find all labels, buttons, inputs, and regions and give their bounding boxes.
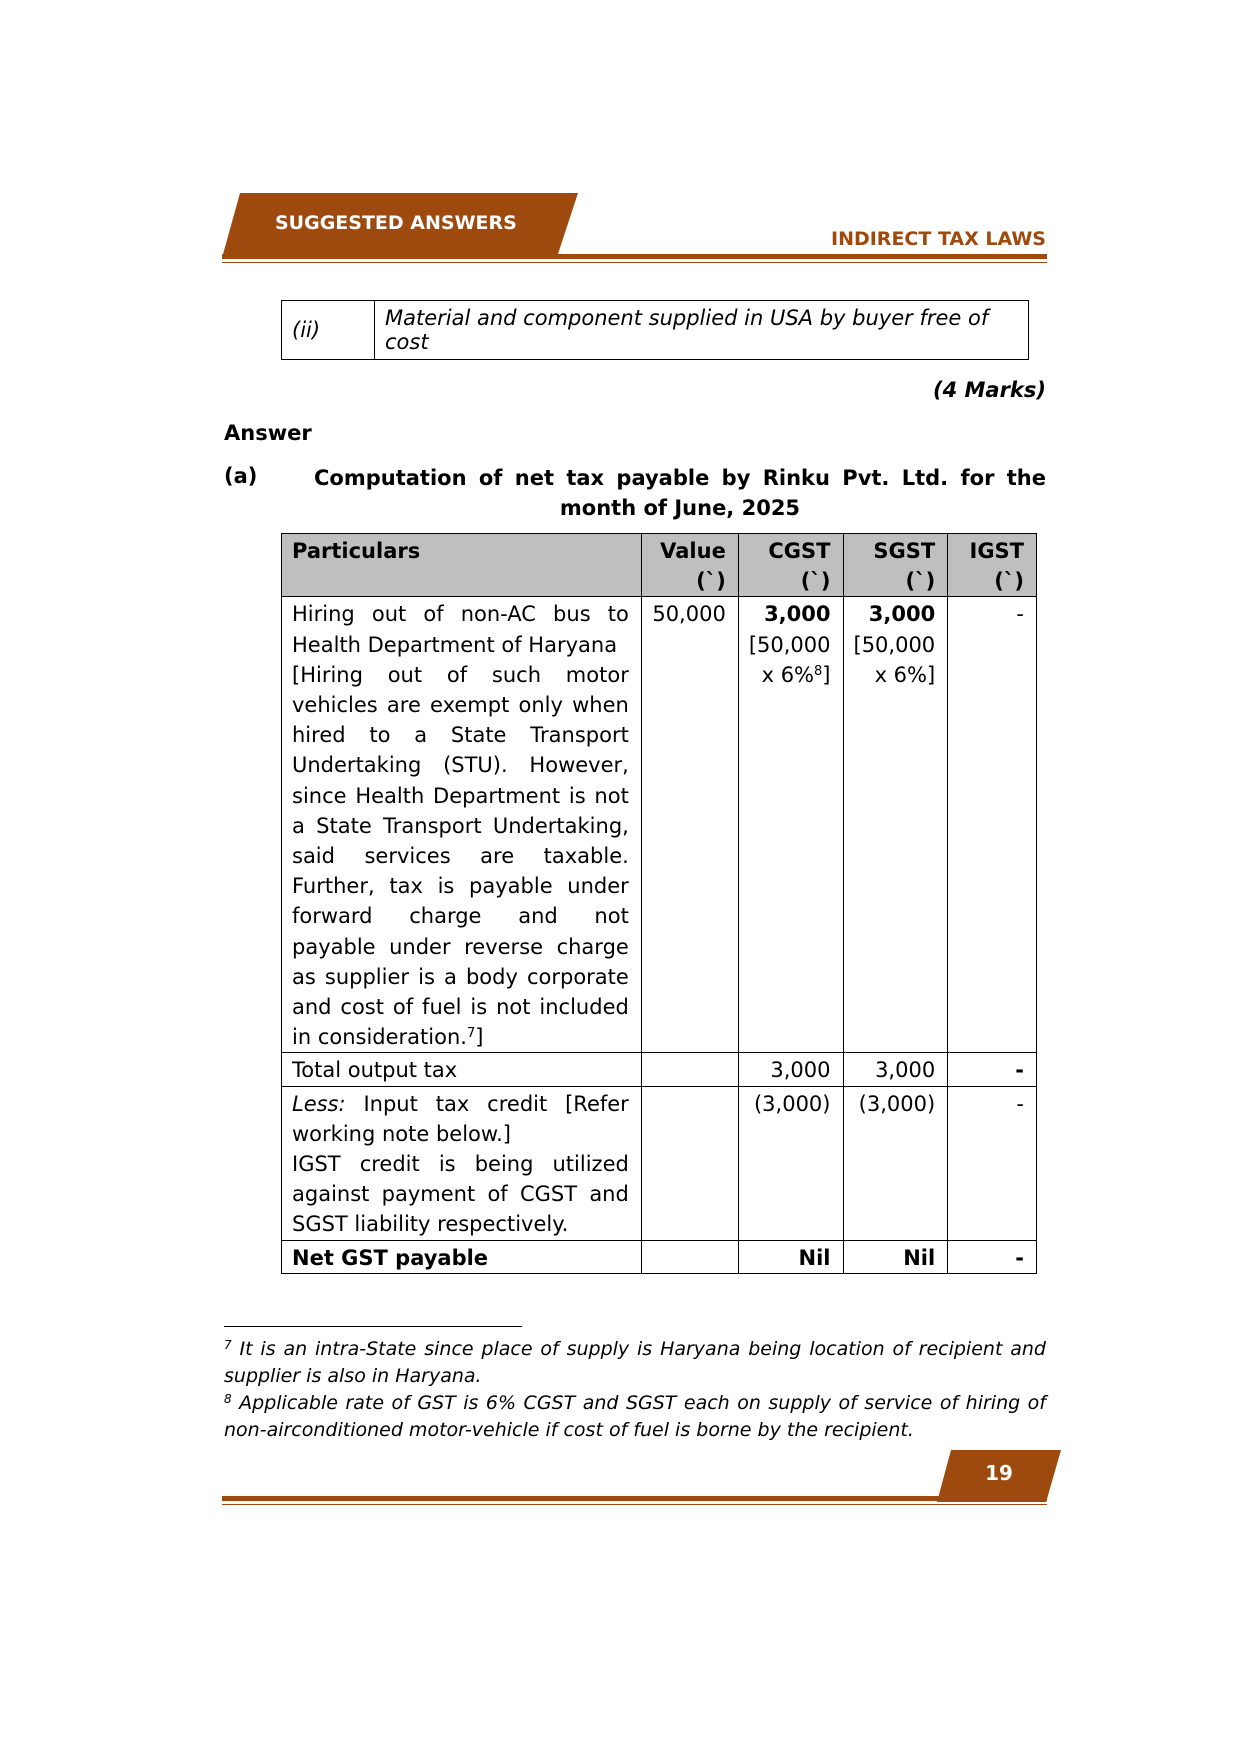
footnote-7 — [224, 1336, 1046, 1390]
row1-particulars — [282, 597, 642, 1053]
table-row — [282, 301, 1029, 360]
carryover-table — [281, 300, 1029, 360]
row1-sgst — [843, 597, 948, 1053]
row2-cgst: 3,000 — [738, 1053, 843, 1086]
section-label: SUGGESTED ANSWERS — [275, 212, 517, 234]
footnote-text: Applicable rate of GST is 6% CGST and SGST each on supply of service of hiring of non-airconditioned motor-vehicle if cost of fuel is borne by the recipient. — [224, 1392, 1046, 1441]
footnote-ref: 8 — [814, 663, 823, 679]
row3-itc — [292, 1089, 629, 1149]
footnote-number: 7 — [224, 1338, 232, 1352]
marks-label: (4 Marks) — [932, 378, 1046, 402]
computation-table — [281, 533, 1037, 1274]
row4-particulars: Net GST payable — [282, 1240, 642, 1273]
header-igst-label: IGST — [969, 539, 1024, 563]
header-igst — [948, 534, 1037, 597]
row3-igst: - — [948, 1086, 1037, 1240]
table-row — [282, 1053, 1037, 1086]
row1-cgst — [738, 597, 843, 1053]
page-number: 19 — [985, 1461, 1013, 1485]
footnote-divider — [224, 1326, 522, 1327]
row1-cgst-close: ] — [822, 662, 831, 687]
row3-value — [641, 1086, 738, 1240]
item-text: Material and component supplied in USA by buyer free of cost — [375, 301, 1029, 360]
table-row — [282, 1086, 1037, 1240]
footnote-number: 8 — [224, 1392, 232, 1406]
subject-title: INDIRECT TAX LAWS — [831, 228, 1046, 250]
table-header-row — [282, 534, 1037, 597]
row1-description: Hiring out of non-AC bus to Health Department of Haryana — [292, 602, 629, 657]
row2-igst: - — [948, 1053, 1037, 1086]
table-row — [282, 1240, 1037, 1273]
computation-title: Computation of net tax payable by Rinku Pvt. Ltd. for the month of June, 2025 — [314, 466, 1046, 520]
row2-value — [641, 1053, 738, 1086]
row2-sgst: 3,000 — [843, 1053, 948, 1086]
row1-note-text: [Hiring out of such motor vehicles are exempt only when hired to a State Transport Undertaking (STU). However, since Health Department is not a State Transport Undertaking, said services are taxable. Further, tax is payable under forward charge and not payable under reverse charge as supplier is a body corporate and cost of fuel is not included in consideration. — [292, 662, 629, 1050]
header-currency: (`) — [696, 569, 726, 594]
row3-igst-note: IGST credit is being utilized against payment of CGST and SGST liability respectively. — [292, 1152, 629, 1237]
row1-igst: - — [948, 597, 1037, 1053]
header-rule-thin — [222, 262, 1047, 263]
row4-cgst: Nil — [738, 1240, 843, 1273]
table-row — [282, 597, 1037, 1053]
row3-particulars — [282, 1086, 642, 1240]
row1-value: 50,000 — [641, 597, 738, 1053]
row3-cgst: (3,000) — [738, 1086, 843, 1240]
header-rule — [222, 254, 1047, 259]
row1-cgst-calc-b — [749, 660, 831, 690]
row1-sgst-calc-b: x 6%] — [874, 662, 936, 687]
header-sgst — [843, 534, 948, 597]
header-cgst-label: CGST — [768, 539, 831, 563]
header-particulars: Particulars — [282, 534, 642, 597]
header-currency: (`) — [905, 569, 936, 594]
row1-cgst-amount: 3,000 — [764, 602, 831, 627]
footer-rule — [222, 1496, 1047, 1501]
header-currency: (`) — [994, 569, 1024, 594]
answer-heading: Answer — [224, 421, 312, 445]
header-sgst-label: SGST — [873, 539, 936, 563]
row1-note — [292, 660, 629, 1053]
header-cgst — [738, 534, 843, 597]
row3-sgst: (3,000) — [843, 1086, 948, 1240]
row1-sgst-amount: 3,000 — [868, 602, 936, 627]
footnotes — [224, 1336, 1046, 1444]
footnote-8 — [224, 1390, 1046, 1444]
row4-igst: - — [948, 1240, 1037, 1273]
row1-cgst-calc-a: [50,000 — [748, 632, 831, 657]
row1-sgst-calc-a: [50,000 — [853, 632, 936, 657]
header-value — [641, 534, 738, 597]
item-number: (ii) — [282, 301, 375, 360]
footer-rule-thin — [222, 1504, 1047, 1505]
footnote-ref: 7 — [466, 1026, 476, 1042]
header-currency: (`) — [800, 569, 831, 594]
footnote-text: It is an intra-State since place of supply is Haryana being location of recipient and supplier is also in Haryana. — [224, 1338, 1046, 1387]
header-value-label: Value — [660, 539, 726, 563]
row1-cgst-rate: x 6% — [761, 662, 815, 687]
row1-note-close: ] — [475, 1025, 484, 1050]
less-label: Less: — [292, 1091, 346, 1116]
row4-value — [641, 1240, 738, 1273]
row2-particulars: Total output tax — [282, 1053, 642, 1086]
part-label: (a) — [224, 464, 258, 488]
row4-sgst: Nil — [843, 1240, 948, 1273]
row3-itc-text: Input tax credit [Refer working note below.] — [292, 1091, 629, 1146]
